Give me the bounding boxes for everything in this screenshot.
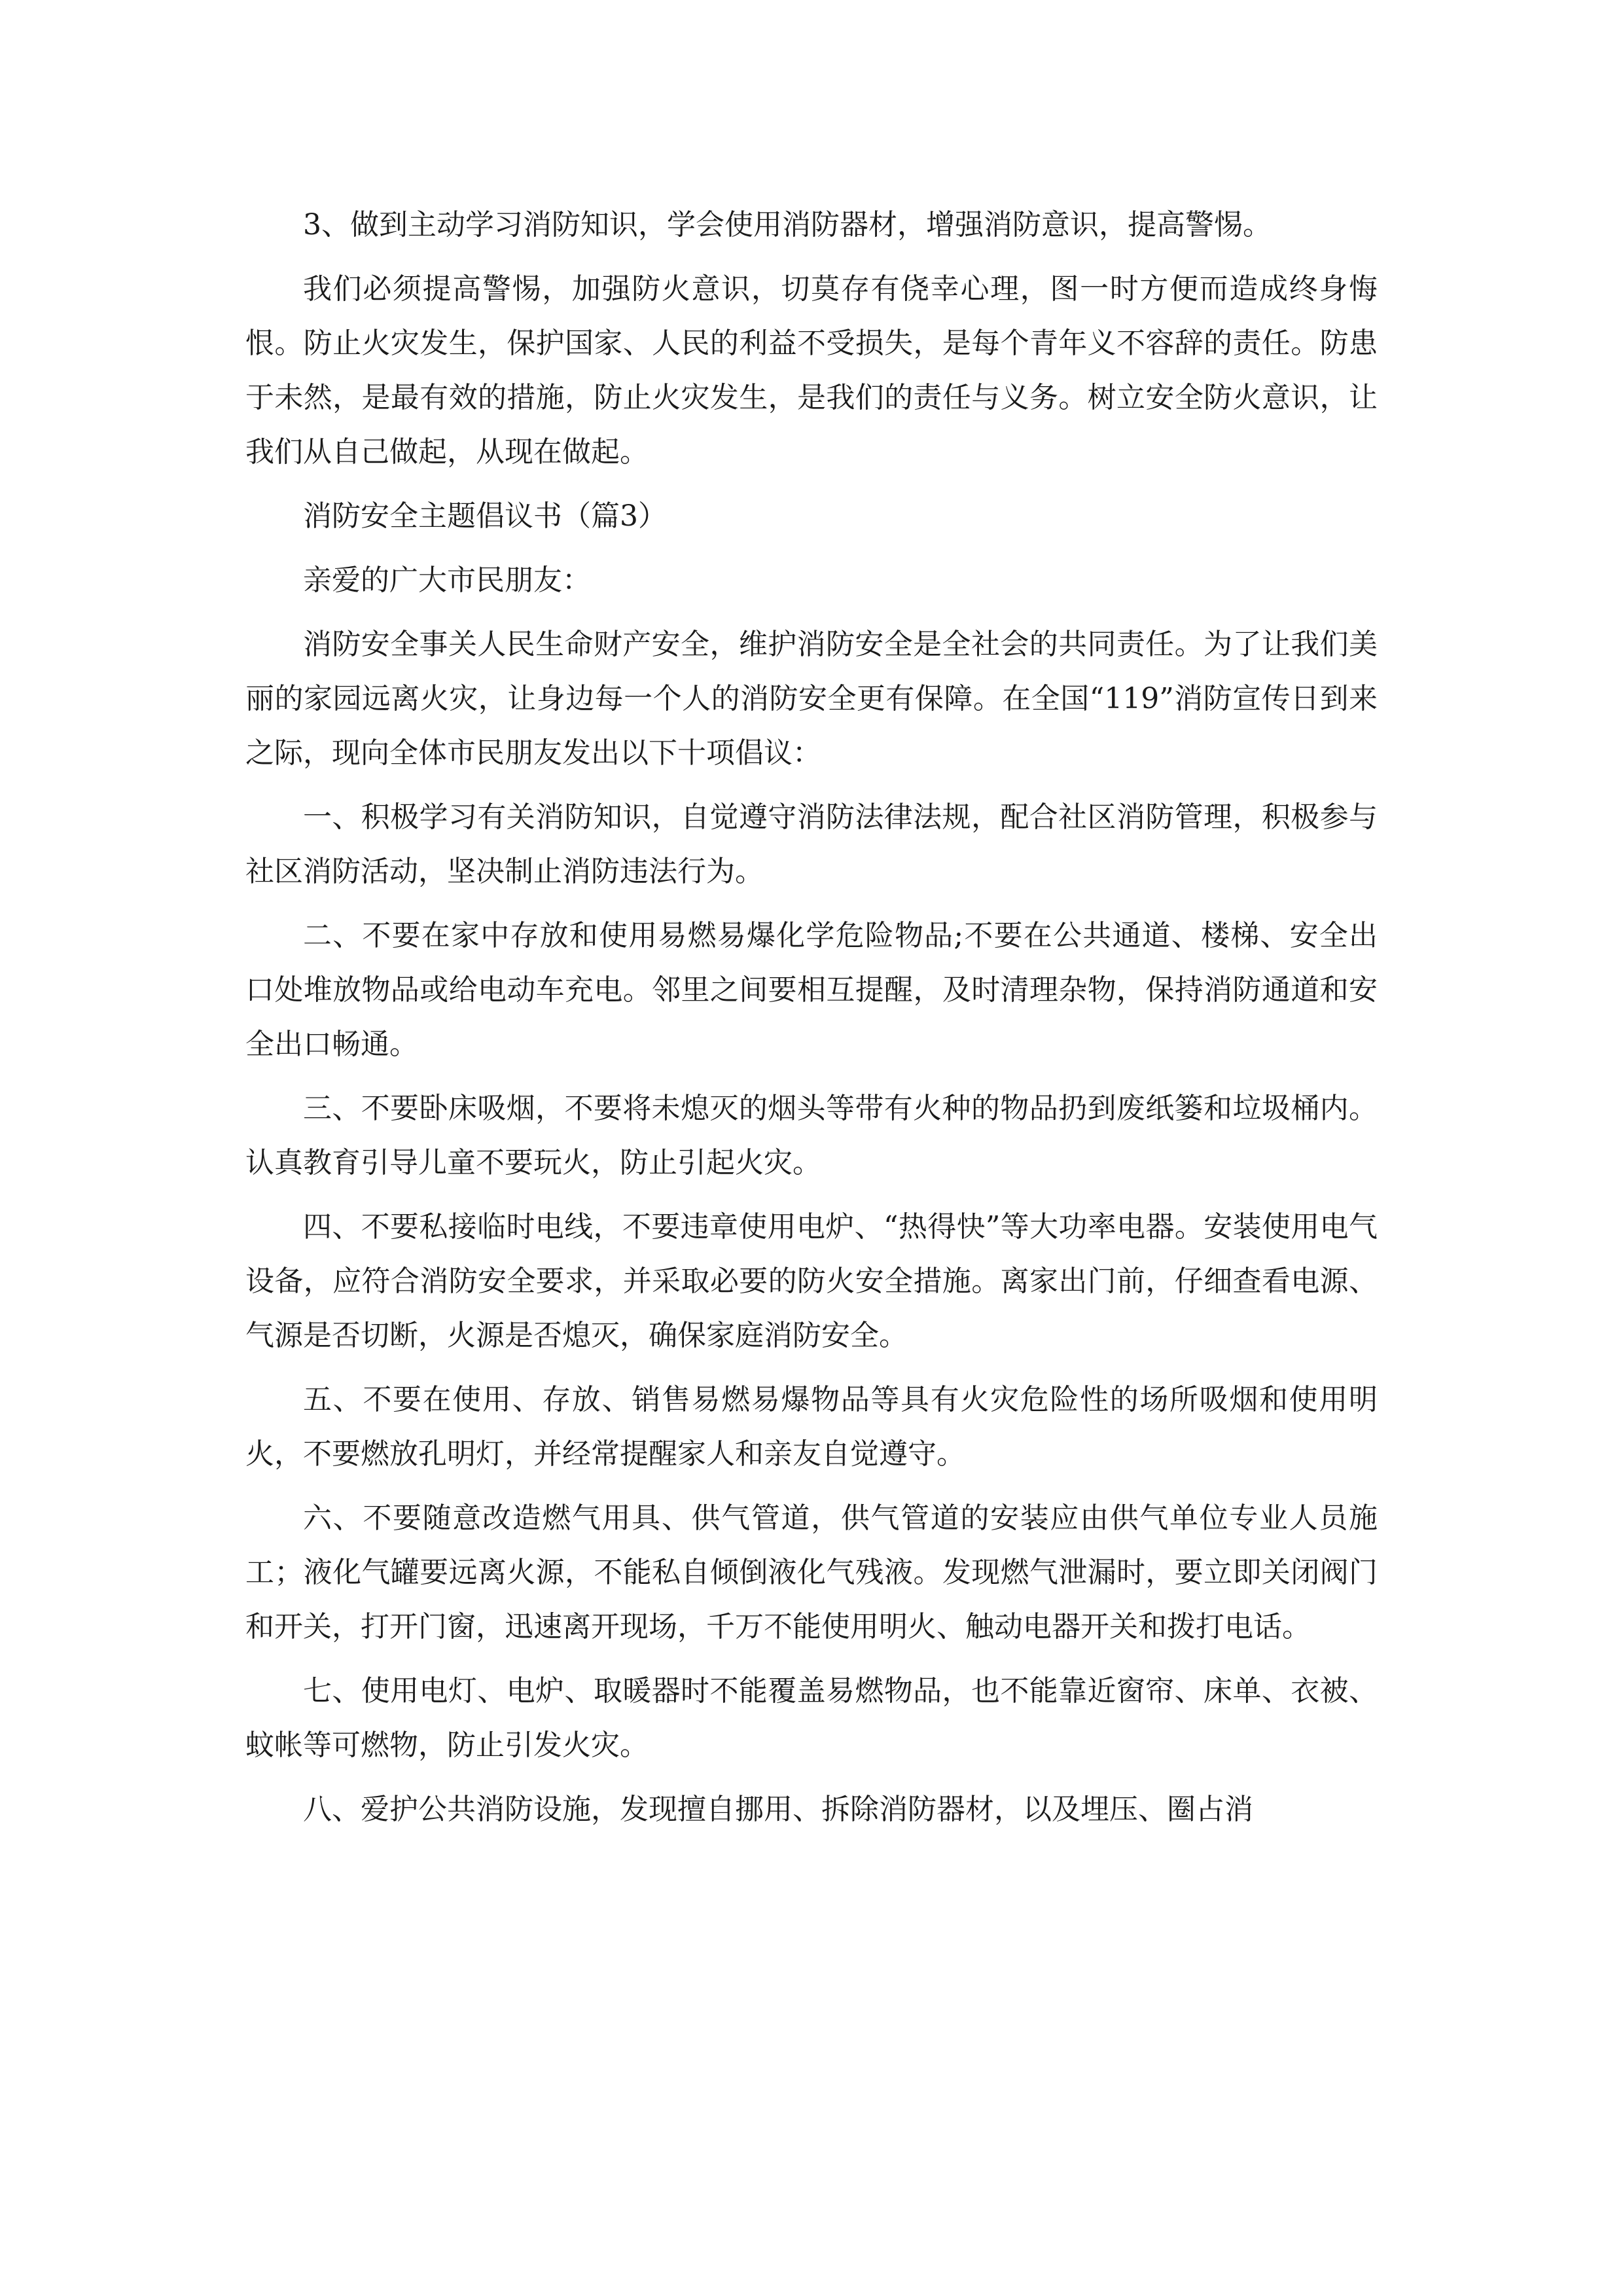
proposal-item-5: 五、不要在使用、存放、销售易燃易爆物品等具有火灾危险性的场所吸烟和使用明火，不要燃放孔明灯，并经常提醒家人和亲友自觉遵守。 [245, 1383, 1378, 1471]
document-body [245, 198, 1378, 1846]
proposal-item-1: 一、积极学习有关消防知识，自觉遵守消防法律法规，配合社区消防管理，积极参与社区消防活动，坚决制止消防违法行为。 [245, 800, 1378, 888]
section-title: 消防安全主题倡议书（篇3） [303, 499, 667, 533]
proposal-item-7: 七、使用电灯、电炉、取暖器时不能覆盖易燃物品，也不能靠近窗帘、床单、衣被、蚊帐等可燃物，防止引发火灾。 [245, 1674, 1378, 1762]
salutation: 亲爱的广大市民朋友： [303, 564, 591, 597]
proposal-item-2: 二、不要在家中存放和使用易燃易爆化学危险物品;不要在公共通道、楼梯、安全出口处堆放物品或给电动车充电。邻里之间要相互提醒，及时清理杂物，保持消防通道和安全出口畅通。 [245, 919, 1378, 1061]
proposal-item-3: 三、不要卧床吸烟，不要将未熄灭的烟头等带有火种的物品扔到废纸篓和垃圾桶内。认真教育引导儿童不要玩火，防止引起火灾。 [245, 1092, 1378, 1179]
proposal-item-8: 八、爱护公共消防设施，发现擅自挪用、拆除消防器材，以及埋压、圈占消 [303, 1793, 1253, 1826]
paragraph-item-3: 3、做到主动学习消防知识，学会使用消防器材，增强消防意识，提高警惕。 [303, 208, 1272, 242]
paragraph-intro: 消防安全事关人民生命财产安全，维护消防安全是全社会的共同责任。为了让我们美丽的家园远离火灾，让身边每一个人的消防安全更有保障。在全国“119”消防宣传日到来之际，现向全体市民朋友发出以下十项倡议： [245, 628, 1378, 770]
proposal-item-6: 六、不要随意改造燃气用具、供气管道，供气管道的安装应由供气单位专业人员施工；液化气罐要远离火源，不能私自倾倒液化气残液。发现燃气泄漏时，要立即关闭阀门和开关，打开门窗，迅速离开现场，千万不能使用明火、触动电器开关和拨打电话。 [245, 1501, 1378, 1643]
paragraph-conclusion: 我们必须提高警惕，加强防火意识，切莫存有侥幸心理，图一时方便而造成终身悔恨。防止火灾发生，保护国家、人民的利益不受损失，是每个青年义不容辞的责任。防患于未然，是最有效的措施，防止火灾发生，是我们的责任与义务。树立安全防火意识，让我们从自己做起，从现在做起。 [245, 272, 1378, 469]
proposal-item-4: 四、不要私接临时电线，不要违章使用电炉、“热得快”等大功率电器。安装使用电气设备，应符合消防安全要求，并采取必要的防火安全措施。离家出门前，仔细查看电源、气源是否切断，火源是否熄灭，确保家庭消防安全。 [245, 1210, 1378, 1352]
